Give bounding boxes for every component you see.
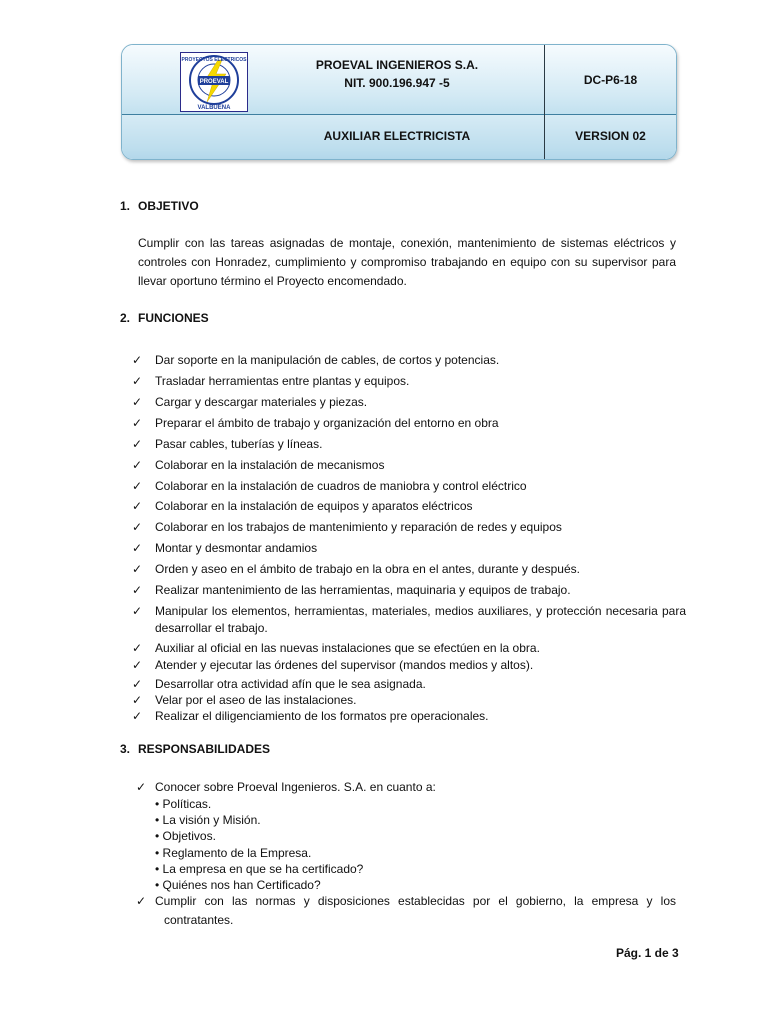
section-number: 3. (120, 742, 131, 756)
section-title: OBJETIVO (138, 199, 199, 213)
logo-center-text: PROEVAL (199, 79, 229, 85)
document-version: VERSION 02 (575, 129, 646, 143)
check-icon: ✓ (132, 583, 143, 597)
check-icon: ✓ (132, 458, 143, 472)
check-icon: ✓ (132, 520, 143, 534)
page-number: Pág. 1 de 3 (616, 946, 679, 960)
role-title: AUXILIAR ELECTRICISTA (323, 129, 471, 143)
section-title: FUNCIONES (138, 311, 209, 325)
check-icon: ✓ (132, 562, 143, 576)
company-info (282, 56, 512, 92)
check-icon: ✓ (132, 395, 143, 409)
check-icon: ✓ (136, 894, 147, 908)
check-icon: ✓ (132, 604, 143, 618)
bullet-item: • Quiénes nos han Certificado? (155, 878, 321, 892)
check-icon: ✓ (132, 499, 143, 513)
check-icon: ✓ (132, 693, 143, 707)
bullet-item: • Objetivos. (155, 829, 216, 843)
logo-bottom-text: VALBUENA (197, 105, 231, 111)
check-icon: ✓ (136, 780, 147, 794)
company-name: PROEVAL INGENIEROS S.A. (315, 58, 479, 72)
check-icon: ✓ (132, 479, 143, 493)
check-icon: ✓ (132, 541, 143, 555)
bullet-item: • Reglamento de la Empresa. (155, 846, 312, 860)
check-icon: ✓ (132, 437, 143, 451)
bullet-item: • La visión y Misión. (155, 813, 261, 827)
section-number: 1. (120, 199, 131, 213)
company-nit: NIT. 900.196.947 -5 (344, 76, 450, 90)
document-header (121, 44, 677, 160)
check-icon: ✓ (132, 658, 143, 672)
section-title: RESPONSABILIDADES (138, 742, 271, 756)
document-code: DC-P6-18 (583, 73, 638, 87)
list-item-continuation: contratantes. (164, 913, 234, 927)
bullet-item: • Políticas. (155, 797, 212, 811)
bullet-item: • La empresa en que se ha certificado? (155, 862, 364, 876)
objetivo-paragraph: Cumplir con las tareas asignadas de montaje, conexión, mantenimiento de sistemas eléctricos y controles con Honradez, cumplimiento y compromiso trabajando en equipo con su supervisor para llevar oportuno término el Proyecto encomendado. (138, 236, 676, 288)
check-icon: ✓ (132, 709, 143, 723)
check-icon: ✓ (132, 353, 143, 367)
logo-top-text: PROYECTOS ELECTRICOS (181, 57, 247, 63)
check-icon: ✓ (132, 641, 143, 655)
check-icon: ✓ (132, 416, 143, 430)
check-icon: ✓ (132, 677, 143, 691)
check-icon: ✓ (132, 374, 143, 388)
company-logo (180, 52, 248, 112)
section-number: 2. (120, 311, 131, 325)
